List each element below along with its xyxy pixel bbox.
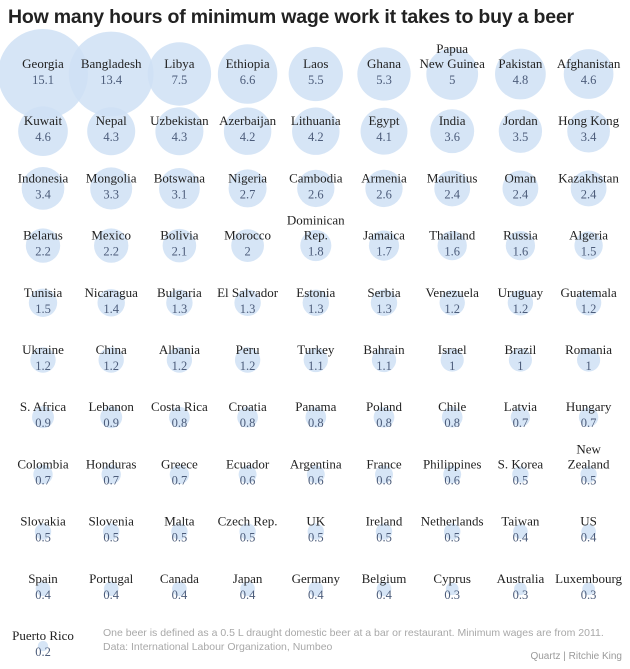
value-label-s-africa: 0.9 [35, 416, 51, 431]
country-label-peru: Peru [235, 342, 260, 357]
country-label-laos: Laos [303, 56, 329, 71]
country-label-nepal: Nepal [95, 113, 127, 129]
country-label-mongolia: Mongolia [85, 170, 137, 186]
value-label-indonesia: 3.4 [35, 187, 51, 202]
country-label-line: New Guinea [419, 56, 485, 71]
value-label-mexico: 2.2 [103, 244, 120, 259]
value-label-ghana: 5.3 [376, 73, 392, 87]
value-label-panama: 0.8 [307, 416, 324, 431]
country-label-line: Rep. [303, 227, 328, 243]
country-label-luxembourg: Luxembourg [555, 570, 623, 586]
country-label-poland: Poland [365, 399, 403, 415]
country-label-costa-rica: Costa Rica [151, 399, 208, 415]
country-label-morocco: Morocco [224, 227, 272, 243]
country-label-cyprus: Cyprus [433, 570, 471, 586]
value-label-mauritius: 2.4 [444, 187, 461, 202]
credit-line: Quartz | Ritchie King [530, 651, 622, 662]
value-label-nepal: 4.3 [103, 130, 120, 145]
country-label-thailand: Thailand [429, 227, 476, 243]
country-label-cambodia: Cambodia [289, 170, 343, 186]
value-label-us: 0.4 [580, 530, 597, 545]
value-label-jamaica: 1.7 [376, 244, 392, 259]
country-label-new-zealand [568, 441, 610, 471]
value-label-spain: 0.4 [35, 587, 51, 602]
country-label-ethiopia: Ethiopia [225, 56, 270, 71]
country-label-jamaica: Jamaica [363, 227, 405, 243]
country-label-argentina: Argentina [289, 456, 342, 472]
value-label-albania: 1.2 [171, 359, 188, 373]
country-label-hong-kong: Hong Kong [558, 113, 620, 129]
value-label-australia: 0.3 [512, 587, 529, 602]
value-label-s-korea: 0.5 [512, 473, 529, 488]
value-label-india: 3.6 [444, 130, 461, 145]
value-label-canada: 0.4 [171, 587, 188, 602]
country-label-canada: Canada [159, 570, 199, 586]
value-label-china: 1.2 [103, 359, 120, 373]
value-label-netherlands: 0.5 [444, 530, 461, 545]
country-label-botswana: Botswana [153, 170, 206, 186]
country-label-uruguay: Uruguay [497, 284, 544, 300]
country-label-line: Dominican [286, 212, 345, 228]
value-label-laos: 5.5 [307, 73, 324, 87]
value-label-portugal: 0.4 [103, 587, 120, 602]
country-label-azerbaijan: Azerbaijan [219, 113, 277, 129]
value-label-bangladesh: 13.4 [100, 73, 123, 87]
value-label-israel: 1 [449, 359, 456, 373]
value-label-tunisia: 1.5 [35, 301, 51, 316]
value-label-slovenia: 0.5 [103, 530, 120, 545]
value-label-hungary: 0.7 [580, 416, 597, 431]
country-label-india: India [438, 113, 466, 129]
value-label-honduras: 0.7 [103, 473, 120, 488]
country-label-line: New [576, 441, 601, 457]
country-label-libya: Libya [164, 56, 195, 71]
value-label-czech-rep: 0.5 [239, 530, 256, 545]
country-label-mexico: Mexico [91, 227, 132, 243]
country-label-egypt: Egypt [368, 113, 400, 129]
country-label-turkey: Turkey [297, 342, 335, 357]
country-label-mauritius: Mauritius [426, 170, 478, 186]
value-label-estonia: 1.3 [307, 301, 324, 316]
country-label-czech-rep: Czech Rep. [217, 513, 278, 529]
country-label-line: Zealand [567, 456, 610, 472]
value-label-bahrain: 1.1 [376, 359, 392, 373]
country-label-georgia: Georgia [22, 56, 64, 71]
country-label-bahrain: Bahrain [363, 342, 405, 357]
country-label-panama: Panama [295, 399, 337, 415]
country-label-japan: Japan [232, 570, 263, 586]
value-label-botswana: 3.1 [171, 187, 188, 202]
country-label-tunisia: Tunisia [23, 284, 63, 300]
value-label-hong-kong: 3.4 [580, 130, 597, 145]
country-label-uzbekistan: Uzbekistan [150, 113, 209, 129]
value-label-france: 0.6 [376, 473, 392, 488]
country-label-bolivia: Bolivia [160, 227, 199, 243]
value-label-nicaragua: 1.4 [103, 301, 120, 316]
country-label-uk: UK [306, 513, 326, 529]
value-label-malta: 0.5 [171, 530, 188, 545]
value-label-ecuador: 0.6 [239, 473, 256, 488]
value-label-serbia: 1.3 [376, 301, 392, 316]
country-label-portugal: Portugal [89, 570, 134, 586]
value-label-ethiopia: 6.6 [239, 73, 256, 87]
country-label-s-korea: S. Korea [497, 456, 544, 472]
country-label-australia: Australia [496, 570, 545, 586]
country-label-line: Papua [436, 41, 469, 56]
value-label-ukraine: 1.2 [35, 359, 51, 373]
country-label-hungary: Hungary [565, 399, 612, 415]
value-label-georgia: 15.1 [32, 73, 54, 87]
value-label-bolivia: 2.1 [171, 244, 188, 259]
value-label-new-zealand: 0.5 [580, 473, 597, 488]
country-label-colombia: Colombia [17, 456, 69, 472]
value-label-libya: 7.5 [171, 73, 188, 87]
country-label-kuwait: Kuwait [23, 113, 63, 129]
value-label-costa-rica: 0.8 [171, 416, 188, 431]
value-label-uk: 0.5 [307, 530, 324, 545]
value-label-dominican-rep: 1.8 [307, 244, 324, 259]
country-label-us: US [580, 513, 597, 529]
value-label-thailand: 1.6 [444, 244, 461, 259]
value-label-lebanon: 0.9 [103, 416, 120, 431]
country-label-venezuela: Venezuela [425, 284, 479, 300]
value-label-morocco: 2 [244, 244, 251, 259]
footnote: One beer is defined as a 0.5 L draught domestic beer at a bar or restaurant. Minimum wages are from 2011. Data: International Labour Organization, Numbeo [103, 627, 604, 653]
value-label-japan: 0.4 [239, 587, 256, 602]
value-label-taiwan: 0.4 [512, 530, 529, 545]
country-label-ecuador: Ecuador [225, 456, 270, 472]
country-label-malta: Malta [164, 513, 195, 529]
value-label-cyprus: 0.3 [444, 587, 461, 602]
value-label-armenia: 2.6 [376, 187, 392, 202]
value-label-kuwait: 4.6 [35, 130, 51, 145]
country-label-oman: Oman [504, 170, 537, 186]
country-label-netherlands: Netherlands [420, 513, 484, 529]
value-label-belgium: 0.4 [376, 587, 392, 602]
value-label-greece: 0.7 [171, 473, 188, 488]
country-label-philippines: Philippines [422, 456, 482, 472]
country-label-slovenia: Slovenia [88, 513, 134, 529]
value-label-luxembourg: 0.3 [580, 587, 597, 602]
country-label-afghanistan: Afghanistan [556, 56, 621, 71]
country-label-croatia: Croatia [228, 399, 267, 415]
country-label-chile: Chile [438, 399, 467, 415]
country-label-puerto-rico: Puerto Rico [12, 628, 74, 643]
value-label-belarus: 2.2 [35, 244, 51, 259]
country-label-indonesia: Indonesia [17, 170, 69, 186]
value-label-puerto-rico: 0.2 [35, 645, 51, 659]
value-label-afghanistan: 4.6 [580, 73, 597, 87]
country-label-latvia: Latvia [503, 399, 538, 415]
value-label-peru: 1.2 [239, 359, 256, 373]
value-label-romania: 1 [585, 359, 592, 373]
value-label-bulgaria: 1.3 [171, 301, 188, 316]
country-label-armenia: Armenia [361, 170, 407, 186]
value-label-croatia: 0.8 [239, 416, 256, 431]
country-label-ghana: Ghana [367, 56, 401, 71]
value-label-chile: 0.8 [444, 416, 461, 431]
value-label-poland: 0.8 [376, 416, 392, 431]
country-label-belgium: Belgium [361, 570, 407, 586]
country-label-brazil: Brazil [504, 342, 537, 357]
country-label-serbia: Serbia [367, 284, 401, 300]
country-label-spain: Spain [28, 570, 58, 586]
country-label-bulgaria: Bulgaria [157, 284, 202, 300]
value-label-germany: 0.4 [307, 587, 324, 602]
value-label-papua-new-guinea: 5 [449, 73, 456, 87]
country-label-france: France [366, 456, 402, 472]
value-label-argentina: 0.6 [307, 473, 324, 488]
country-label-lebanon: Lebanon [88, 399, 134, 415]
value-label-slovakia: 0.5 [35, 530, 51, 545]
country-label-dominican-rep [287, 213, 345, 243]
country-label-bangladesh: Bangladesh [80, 56, 142, 71]
country-label-russia: Russia [503, 227, 538, 243]
value-label-venezuela: 1.2 [444, 301, 461, 316]
country-label-guatemala: Guatemala [560, 284, 617, 300]
value-label-kazakhstan: 2.4 [580, 187, 597, 202]
country-label-el-salvador: El Salvador [217, 284, 279, 300]
country-label-ireland: Ireland [365, 513, 403, 529]
value-label-guatemala: 1.2 [580, 301, 597, 316]
country-label-israel: Israel [437, 342, 467, 357]
value-label-philippines: 0.6 [444, 473, 461, 488]
value-label-pakistan: 4.8 [512, 73, 529, 87]
country-label-estonia: Estonia [296, 284, 336, 300]
country-label-lithuania: Lithuania [290, 113, 341, 129]
value-label-russia: 1.6 [512, 244, 529, 259]
value-label-uruguay: 1.2 [512, 301, 529, 316]
value-label-latvia: 0.7 [512, 416, 529, 431]
country-label-taiwan: Taiwan [501, 513, 540, 529]
country-label-albania: Albania [158, 342, 200, 357]
value-label-lithuania: 4.2 [307, 130, 324, 145]
country-label-ukraine: Ukraine [22, 342, 64, 357]
value-label-mongolia: 3.3 [103, 187, 120, 202]
country-label-honduras: Honduras [85, 456, 137, 472]
country-label-pakistan: Pakistan [498, 56, 543, 71]
value-label-cambodia: 2.6 [307, 187, 324, 202]
country-label-china: China [95, 342, 127, 357]
value-label-oman: 2.4 [512, 187, 529, 202]
value-label-nigeria: 2.7 [239, 187, 256, 202]
country-label-nigeria: Nigeria [228, 170, 268, 186]
country-label-slovakia: Slovakia [20, 513, 66, 529]
value-label-algeria: 1.5 [580, 244, 597, 259]
country-label-kazakhstan: Kazakhstan [558, 170, 619, 186]
chart-title: How many hours of minimum wage work it takes to buy a beer [8, 6, 574, 28]
country-label-jordan: Jordan [503, 113, 538, 129]
country-label-belarus: Belarus [23, 227, 63, 243]
value-label-colombia: 0.7 [35, 473, 51, 488]
value-label-uzbekistan: 4.3 [171, 130, 188, 145]
value-label-jordan: 3.5 [512, 130, 529, 145]
country-label-algeria: Algeria [569, 227, 609, 243]
value-label-turkey: 1.1 [307, 359, 324, 373]
value-label-azerbaijan: 4.2 [239, 130, 256, 145]
value-label-brazil: 1 [517, 359, 524, 373]
country-label-nicaragua: Nicaragua [84, 284, 138, 300]
country-label-s-africa: S. Africa [19, 399, 67, 415]
country-label-papua-new-guinea [420, 41, 486, 71]
value-label-el-salvador: 1.3 [239, 301, 256, 316]
country-label-greece: Greece [160, 456, 198, 472]
country-label-germany: Germany [291, 570, 340, 586]
value-label-ireland: 0.5 [376, 530, 392, 545]
country-label-romania: Romania [565, 342, 613, 357]
value-label-egypt: 4.1 [376, 130, 392, 145]
